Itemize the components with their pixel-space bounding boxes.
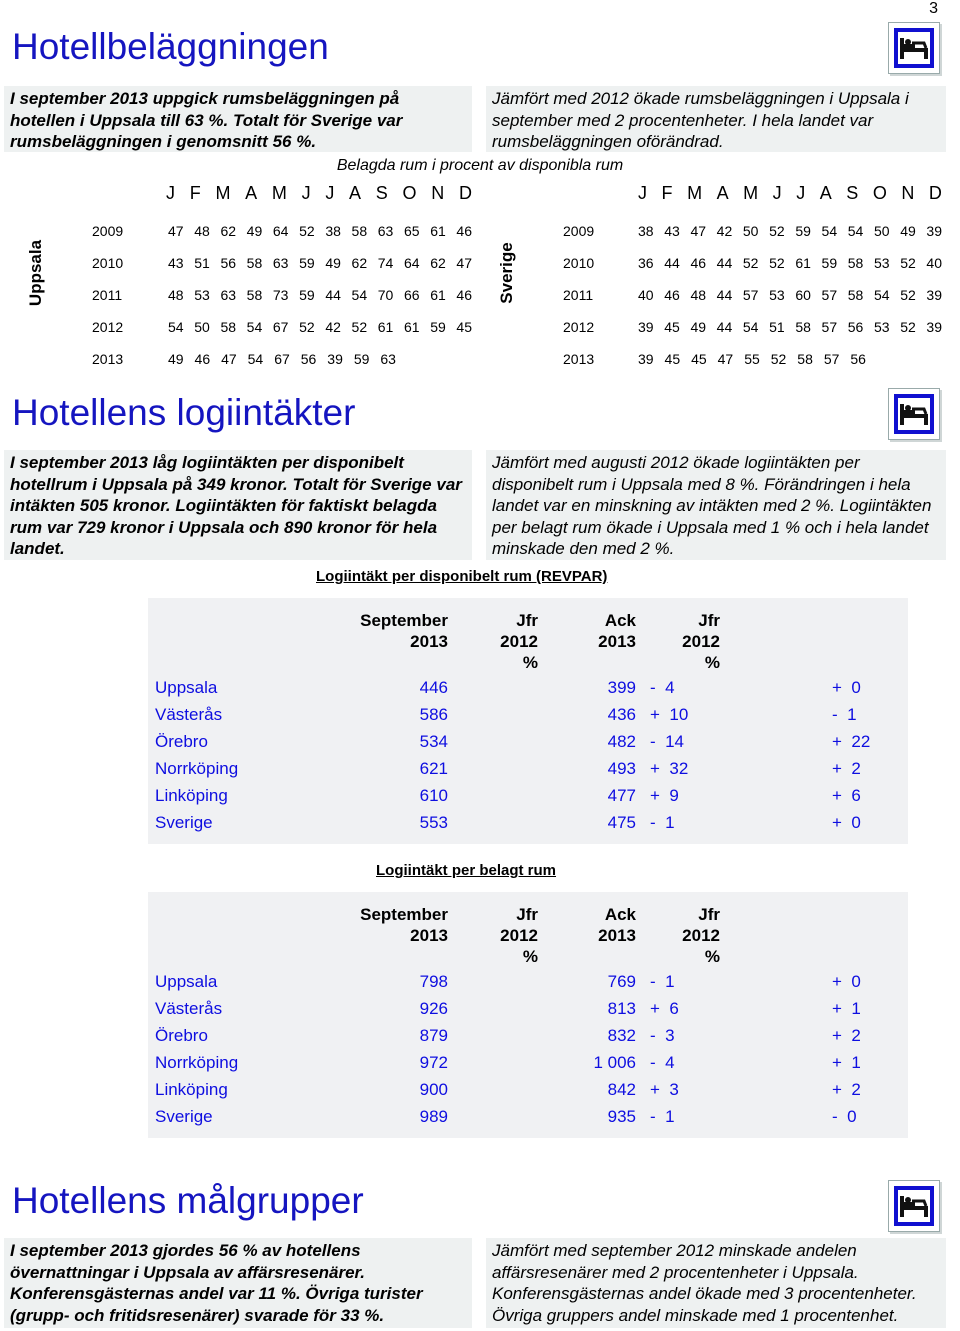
- section-title-occupancy: Hotellbeläggningen: [12, 26, 329, 67]
- occupancy-value: 47: [221, 351, 237, 367]
- occupancy-value: 61: [430, 287, 446, 303]
- change-accumulated: + 1: [832, 999, 861, 1018]
- accumulated-value: 813: [607, 999, 636, 1018]
- city-name: Linköping: [155, 1080, 228, 1099]
- table-row: [148, 813, 908, 840]
- occupancy-value: 44: [716, 319, 733, 335]
- change-september: - 1: [650, 1107, 675, 1126]
- occupancy-value: 49: [168, 351, 184, 367]
- september-value: 621: [419, 759, 448, 778]
- table-row: [148, 759, 908, 786]
- occupancy-row: [638, 287, 942, 303]
- year-label: 2009: [92, 223, 124, 239]
- change-september: + 10: [650, 705, 689, 724]
- occupancy-value: 52: [900, 319, 916, 335]
- uppsala-label: Uppsala: [26, 239, 45, 307]
- occupancy-value: 58: [246, 255, 263, 271]
- occupancy-value: 54: [821, 223, 838, 239]
- occupancy-value: 56: [847, 319, 864, 335]
- year-label: 2013: [563, 351, 595, 367]
- change-september: - 1: [650, 813, 675, 832]
- occupancy-value: 58: [797, 351, 813, 367]
- accumulated-value: 1 006: [593, 1053, 636, 1072]
- occupancy-value: 58: [220, 319, 237, 335]
- occupancy-caption: Belagda rum i procent av disponibla rum: [336, 157, 624, 174]
- change-accumulated: + 2: [832, 1080, 861, 1099]
- occupancy-value: 54: [873, 287, 890, 303]
- occupancy-value: 59: [299, 255, 315, 271]
- accumulated-value: 493: [607, 759, 636, 778]
- revenue-summary-right: Jämfört med augusti 2012 ökade logiintäkten per disponibelt rum i Uppsala med 8 %. Förändringen i hela landet var en minskning av intäkten med 2 %. Logiintäkten per belagt rum ökade i Uppsala med 1 % och i hela landet minskade den med 2 %.: [486, 450, 946, 560]
- occupancy-row: [168, 255, 472, 271]
- occupancy-value: 51: [769, 319, 785, 335]
- occupancy-value: 50: [873, 223, 890, 239]
- change-accumulated: + 0: [832, 972, 861, 991]
- occupancy-value: 52: [900, 287, 916, 303]
- occupancy-value: 52: [769, 255, 785, 271]
- col-header-ack: Ack 2013: [598, 611, 636, 651]
- change-accumulated: - 1: [832, 705, 857, 724]
- occupancy-value: 49: [246, 223, 263, 239]
- occupancy-value: 40: [638, 287, 654, 303]
- change-september: - 14: [650, 732, 685, 751]
- occupancy-value: 48: [194, 223, 210, 239]
- city-name: Linköping: [155, 786, 228, 805]
- occupancy-value: 61: [377, 319, 394, 335]
- occupancy-value: 43: [168, 255, 184, 271]
- occupancy-value: 66: [403, 287, 420, 303]
- occupancy-value: 59: [430, 319, 446, 335]
- occupancy-value: 54: [168, 319, 184, 335]
- occupancy-value: 53: [194, 287, 210, 303]
- accumulated-value: 935: [607, 1107, 636, 1126]
- occupancy-value: 73: [272, 287, 289, 303]
- city-name: Sverige: [155, 1107, 213, 1126]
- change-september: - 4: [650, 678, 675, 697]
- occupancy-value: 45: [456, 319, 472, 335]
- year-label: 2010: [92, 255, 124, 271]
- occupancy-value: 52: [742, 255, 759, 271]
- occupancy-value: 51: [194, 255, 210, 271]
- revenue-summary-left: I september 2013 låg logiintäkten per disponibelt hotellrum i Uppsala på 349 kronor. Totalt för Sverige var intäkten 505 kronor. Logiintäkten för faktiskt belagda rum var 729 kronor i Uppsala och 890 kronor för hela landet.: [4, 450, 472, 560]
- occupancy-value: 62: [351, 255, 368, 271]
- occupancy-value: 42: [325, 319, 341, 335]
- accumulated-value: 475: [607, 813, 636, 832]
- year-label: 2009: [563, 223, 595, 239]
- occupancy-value: 52: [900, 255, 916, 271]
- occupancy-value: 56: [850, 351, 866, 367]
- occupancy-value: 42: [716, 223, 733, 239]
- change-september: - 4: [650, 1053, 675, 1072]
- occupancy-value: 38: [638, 223, 654, 239]
- sverige-label: Sverige: [497, 242, 516, 304]
- occupancy-value: 52: [770, 351, 787, 367]
- occupancy-value: 54: [742, 319, 759, 335]
- occupancy-value: 74: [377, 255, 394, 271]
- col-header-jfr: Jfr 2012 %: [500, 611, 538, 672]
- occupancy-value: 52: [299, 223, 315, 239]
- occupancy-value: 39: [327, 351, 343, 367]
- occupancy-value: 44: [716, 287, 733, 303]
- occupancy-value: 63: [380, 351, 396, 367]
- city-name: Västerås: [155, 705, 223, 724]
- occupancy-value: 44: [664, 255, 680, 271]
- table-row: [148, 786, 908, 813]
- page-number: 3: [929, 0, 938, 17]
- occupancy-value: 56: [300, 351, 317, 367]
- september-value: 610: [419, 786, 448, 805]
- occupancy-row: [638, 255, 942, 271]
- occupancy-value: 49: [900, 223, 916, 239]
- occupancy-value: 57: [823, 351, 840, 367]
- occupancy-value: 44: [325, 287, 341, 303]
- accumulated-value: 769: [607, 972, 636, 991]
- table-title-per-occupied-room: Logiintäkt per belagt rum: [376, 862, 557, 879]
- change-september: + 9: [650, 786, 679, 805]
- occupancy-value: 61: [430, 223, 446, 239]
- occupancy-value: 44: [716, 255, 733, 271]
- september-value: 989: [419, 1107, 448, 1126]
- occupancy-value: 45: [691, 351, 707, 367]
- occupancy-row: [638, 351, 866, 367]
- year-label: 2012: [92, 319, 124, 335]
- change-accumulated: + 1: [832, 1053, 861, 1072]
- occupancy-value: 58: [246, 287, 263, 303]
- section-title-revenue: Hotellens logiintäkter: [12, 392, 356, 433]
- hotel-bed-icon: [888, 22, 940, 74]
- occupancy-value: 49: [690, 319, 707, 335]
- september-value: 926: [419, 999, 448, 1018]
- occupancy-value: 54: [246, 319, 263, 335]
- table-row: [148, 705, 908, 732]
- occupancy-value: 43: [664, 223, 680, 239]
- occupancy-value: 36: [638, 255, 654, 271]
- occupancy-value: 61: [795, 255, 811, 271]
- september-value: 586: [419, 705, 448, 724]
- occupancy-value: 57: [821, 319, 838, 335]
- change-september: - 3: [650, 1026, 675, 1045]
- year-label: 2010: [563, 255, 595, 271]
- col-header-jfr-ack: Jfr 2012 %: [682, 905, 720, 966]
- table-row: [148, 972, 908, 999]
- accumulated-value: 436: [607, 705, 636, 724]
- occupancy-value: 47: [168, 223, 184, 239]
- occupancy-value: 59: [353, 351, 370, 367]
- occupancy-value: 46: [664, 287, 680, 303]
- occupancy-value: 52: [299, 319, 315, 335]
- occupancy-value: 64: [272, 223, 289, 239]
- occupancy-value: 64: [403, 255, 420, 271]
- occupancy-value: 58: [847, 255, 864, 271]
- occupancy-value: 58: [795, 319, 811, 335]
- september-value: 900: [419, 1080, 448, 1099]
- change-accumulated: + 2: [832, 1026, 861, 1045]
- occupancy-value: 55: [744, 351, 760, 367]
- occupancy-value: 52: [769, 223, 785, 239]
- occupied-room-revenue-table: [148, 892, 908, 1138]
- occupancy-value: 52: [351, 319, 368, 335]
- city-name: Uppsala: [155, 972, 218, 991]
- occupancy-value: 59: [795, 223, 811, 239]
- occupancy-value: 63: [220, 287, 237, 303]
- occupancy-value: 63: [377, 223, 394, 239]
- occupancy-value: 62: [430, 255, 446, 271]
- target-groups-summary-right: Jämfört med september 2012 minskade andelen affärsresenärer med 2 procentenheter i Uppsala. Konferensgästernas andel ökade med 3 procentenheter. Övriga gruppers andel minskade med 1 procentenhet.: [486, 1238, 946, 1328]
- occupancy-value: 48: [168, 287, 184, 303]
- city-name: Norrköping: [155, 759, 239, 778]
- occupancy-value: 54: [847, 223, 864, 239]
- col-header-september: September 2013: [360, 905, 448, 945]
- col-header-jfr: Jfr 2012 %: [500, 905, 538, 966]
- september-value: 879: [419, 1026, 448, 1045]
- table-row: [148, 1080, 908, 1107]
- accumulated-value: 399: [607, 678, 636, 697]
- city-name: Sverige: [155, 813, 213, 832]
- occupancy-summary-right: Jämfört med 2012 ökade rumsbeläggningen i Uppsala i september med 2 procentenheter. I hela landet var rumsbeläggningen oförändrad.: [486, 86, 946, 152]
- occupancy-row: [168, 223, 472, 239]
- occupancy-value: 46: [456, 287, 472, 303]
- occupancy-value: 56: [220, 255, 237, 271]
- occupancy-row: [638, 319, 942, 335]
- occupancy-value: 63: [272, 255, 289, 271]
- occupancy-value: 53: [769, 287, 785, 303]
- occupancy-value: 46: [690, 255, 707, 271]
- target-groups-summary-left: I september 2013 gjordes 56 % av hotellens övernattningar i Uppsala av affärsresenärer. Konferensgästernas andel var 11 %. Övriga turister (grupp- och fritidsresenärer) svarade för 33 %.: [4, 1238, 472, 1328]
- year-label: 2011: [92, 287, 123, 303]
- occupancy-value: 40: [926, 255, 942, 271]
- city-name: Norrköping: [155, 1053, 239, 1072]
- table-row: [148, 1026, 908, 1053]
- occupancy-value: 39: [638, 319, 654, 335]
- occupancy-value: 59: [299, 287, 315, 303]
- occupancy-value: 62: [220, 223, 237, 239]
- occupancy-value: 45: [664, 351, 681, 367]
- change-september: - 1: [650, 972, 675, 991]
- occupancy-value: 46: [456, 223, 472, 239]
- months-header-uppsala: J F M A M J J A S O N D: [166, 183, 472, 203]
- occupancy-value: 58: [847, 287, 864, 303]
- col-header-september: September 2013: [360, 611, 448, 651]
- occupancy-value: 60: [795, 287, 811, 303]
- table-row: [148, 999, 908, 1026]
- table-row: [148, 732, 908, 759]
- hotel-bed-icon: [888, 388, 940, 440]
- table-title-revpar: Logiintäkt per disponibelt rum (REVPAR): [316, 568, 608, 585]
- occupancy-row: [168, 287, 472, 303]
- hotel-bed-icon: [888, 1180, 940, 1232]
- city-name: Uppsala: [155, 678, 218, 697]
- occupancy-value: 58: [351, 223, 368, 239]
- occupancy-value: 53: [873, 319, 890, 335]
- change-accumulated: + 2: [832, 759, 861, 778]
- occupancy-value: 61: [403, 319, 420, 335]
- table-row: [148, 678, 908, 705]
- city-name: Västerås: [155, 999, 223, 1018]
- revpar-table: [148, 598, 908, 844]
- change-accumulated: + 0: [832, 678, 861, 697]
- occupancy-value: 38: [325, 223, 341, 239]
- occupancy-value: 39: [638, 351, 654, 367]
- occupancy-value: 59: [821, 255, 838, 271]
- change-september: + 32: [650, 759, 689, 778]
- col-header-ack: Ack 2013: [598, 905, 636, 945]
- city-name: Örebro: [155, 732, 208, 751]
- occupancy-value: 47: [690, 223, 707, 239]
- change-accumulated: + 6: [832, 786, 861, 805]
- table-row: [148, 1053, 908, 1080]
- occupancy-value: 47: [717, 351, 734, 367]
- september-value: 553: [419, 813, 448, 832]
- change-september: + 3: [650, 1080, 679, 1099]
- occupancy-row: [168, 351, 396, 367]
- col-header-jfr-ack: Jfr 2012 %: [682, 611, 720, 672]
- accumulated-value: 832: [607, 1026, 636, 1045]
- occupancy-value: 67: [274, 351, 290, 367]
- table-row: [148, 1107, 908, 1134]
- occupancy-value: 65: [403, 223, 420, 239]
- september-value: 446: [419, 678, 448, 697]
- occupancy-value: 54: [247, 351, 264, 367]
- year-label: 2011: [563, 287, 594, 303]
- year-label: 2012: [563, 319, 595, 335]
- september-value: 798: [419, 972, 448, 991]
- occupancy-value: 47: [456, 255, 472, 271]
- occupancy-row: [168, 319, 472, 335]
- occupancy-value: 39: [926, 287, 942, 303]
- occupancy-value: 57: [821, 287, 838, 303]
- accumulated-value: 477: [607, 786, 636, 805]
- change-accumulated: - 0: [832, 1107, 857, 1126]
- change-september: + 6: [650, 999, 679, 1018]
- change-accumulated: + 22: [832, 732, 871, 751]
- occupancy-value: 48: [690, 287, 707, 303]
- months-header-sverige: J F M A M J J A S O N D: [638, 183, 942, 203]
- occupancy-value: 50: [194, 319, 210, 335]
- occupancy-value: 57: [742, 287, 759, 303]
- occupancy-value: 54: [351, 287, 368, 303]
- occupancy-summary-left: I september 2013 uppgick rumsbeläggningen på hotellen i Uppsala till 63 %. Totalt för Sverige var rumsbeläggningen i genomsnitt 56 %.: [4, 86, 472, 152]
- occupancy-row: [638, 223, 942, 239]
- accumulated-value: 482: [607, 732, 636, 751]
- september-value: 534: [419, 732, 448, 751]
- year-label: 2013: [92, 351, 124, 367]
- occupancy-value: 50: [742, 223, 759, 239]
- occupancy-value: 46: [194, 351, 211, 367]
- occupancy-value: 39: [926, 319, 942, 335]
- september-value: 972: [419, 1053, 448, 1072]
- occupancy-value: 39: [926, 223, 942, 239]
- section-title-target-groups: Hotellens målgrupper: [12, 1180, 364, 1221]
- city-name: Örebro: [155, 1026, 208, 1045]
- accumulated-value: 842: [607, 1080, 636, 1099]
- occupancy-value: 49: [325, 255, 341, 271]
- occupancy-value: 53: [873, 255, 890, 271]
- occupancy-value: 45: [664, 319, 680, 335]
- occupancy-value: 67: [272, 319, 289, 335]
- occupancy-value: 70: [377, 287, 394, 303]
- change-accumulated: + 0: [832, 813, 861, 832]
